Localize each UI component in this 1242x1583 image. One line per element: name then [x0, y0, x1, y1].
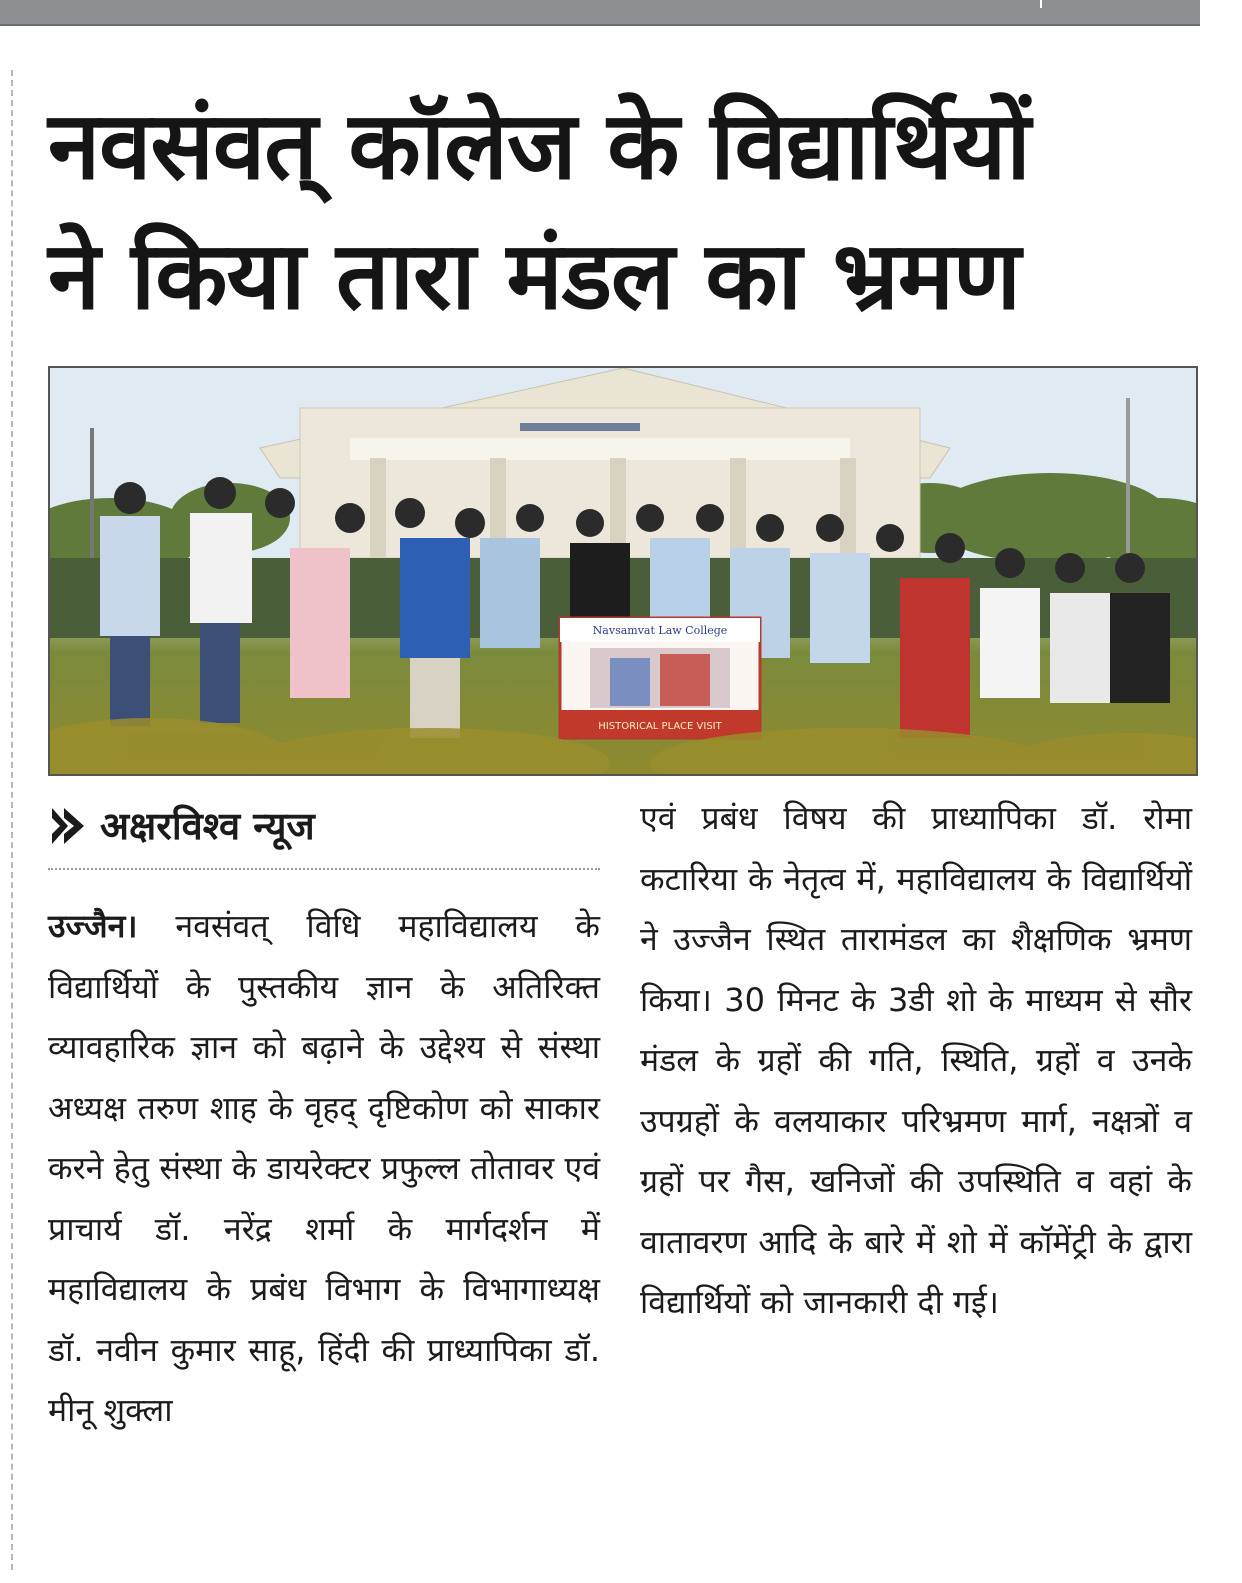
dateline: उज्जैन। [48, 907, 138, 945]
top-bar-tick [1040, 0, 1042, 8]
planetarium-group-photo [50, 368, 1196, 774]
headline [48, 82, 1198, 342]
article-column-right [640, 788, 1192, 1333]
headline-line-2: ने किया तारा मंडल का भ्रमण [48, 222, 1020, 331]
column-guide-rule [11, 70, 13, 1570]
article-column-left [48, 896, 600, 1441]
double-chevron-icon [50, 806, 92, 846]
banner-footer: HISTORICAL PLACE VISIT [598, 721, 722, 732]
college-banner [560, 618, 760, 738]
headline-line-1: नवसंवत् कॉलेज के विद्यार्थियों [48, 92, 1030, 201]
page-top-bar [0, 0, 1200, 26]
banner-title: Navsamvat Law College [592, 624, 728, 637]
body-text-left: नवसंवत् विधि महाविद्यालय के विद्यार्थियों के पुस्तकीय ज्ञान के अतिरिक्त व्यावहारिक ज्ञान को बढ़ाने के उद्देश्य से संस्था अध्यक्ष तरुण शाह के वृहद् दृष्टिकोण को साकार करने हेतु संस्था के डायरेक्टर प्रफुल्ल तोतावर एवं प्राचार्य डॉ. नरेंद्र शर्मा के मार्गदर्शन में महाविद्यालय के प्रबंध विभाग के विभागाध्यक्ष डॉ. नवीन कुमार साहू, हिंदी की प्राध्यापिका डॉ. मीनू शुक्ला [48, 907, 600, 1429]
article-photo [48, 366, 1198, 776]
body-text-right: एवं प्रबंध विषय की प्राध्यापिका डॉ. रोमा कटारिया के नेतृत्व में, महाविद्यालय के विद्यार्थियों ने उज्जैन स्थित तारामंडल का शैक्षणिक भ्रमण किया। 30 मिनट के 3डी शो के माध्यम से सौर मंडल के ग्रहों की गति, स्थिति, ग्रहों व उनके उपग्रहों के वलयाकार परिभ्रमण मार्ग, नक्षत्रों व ग्रहों पर गैस, खनिजों की उपस्थिति व वहां के वातावरण आदि के बारे में शो में कॉमेंट्री के द्वारा विद्यार्थियों को जानकारी दी गई। [640, 799, 1192, 1321]
byline [50, 800, 600, 852]
byline-divider [48, 868, 600, 870]
byline-name: अक्षरविश्व न्यूज [100, 804, 315, 848]
